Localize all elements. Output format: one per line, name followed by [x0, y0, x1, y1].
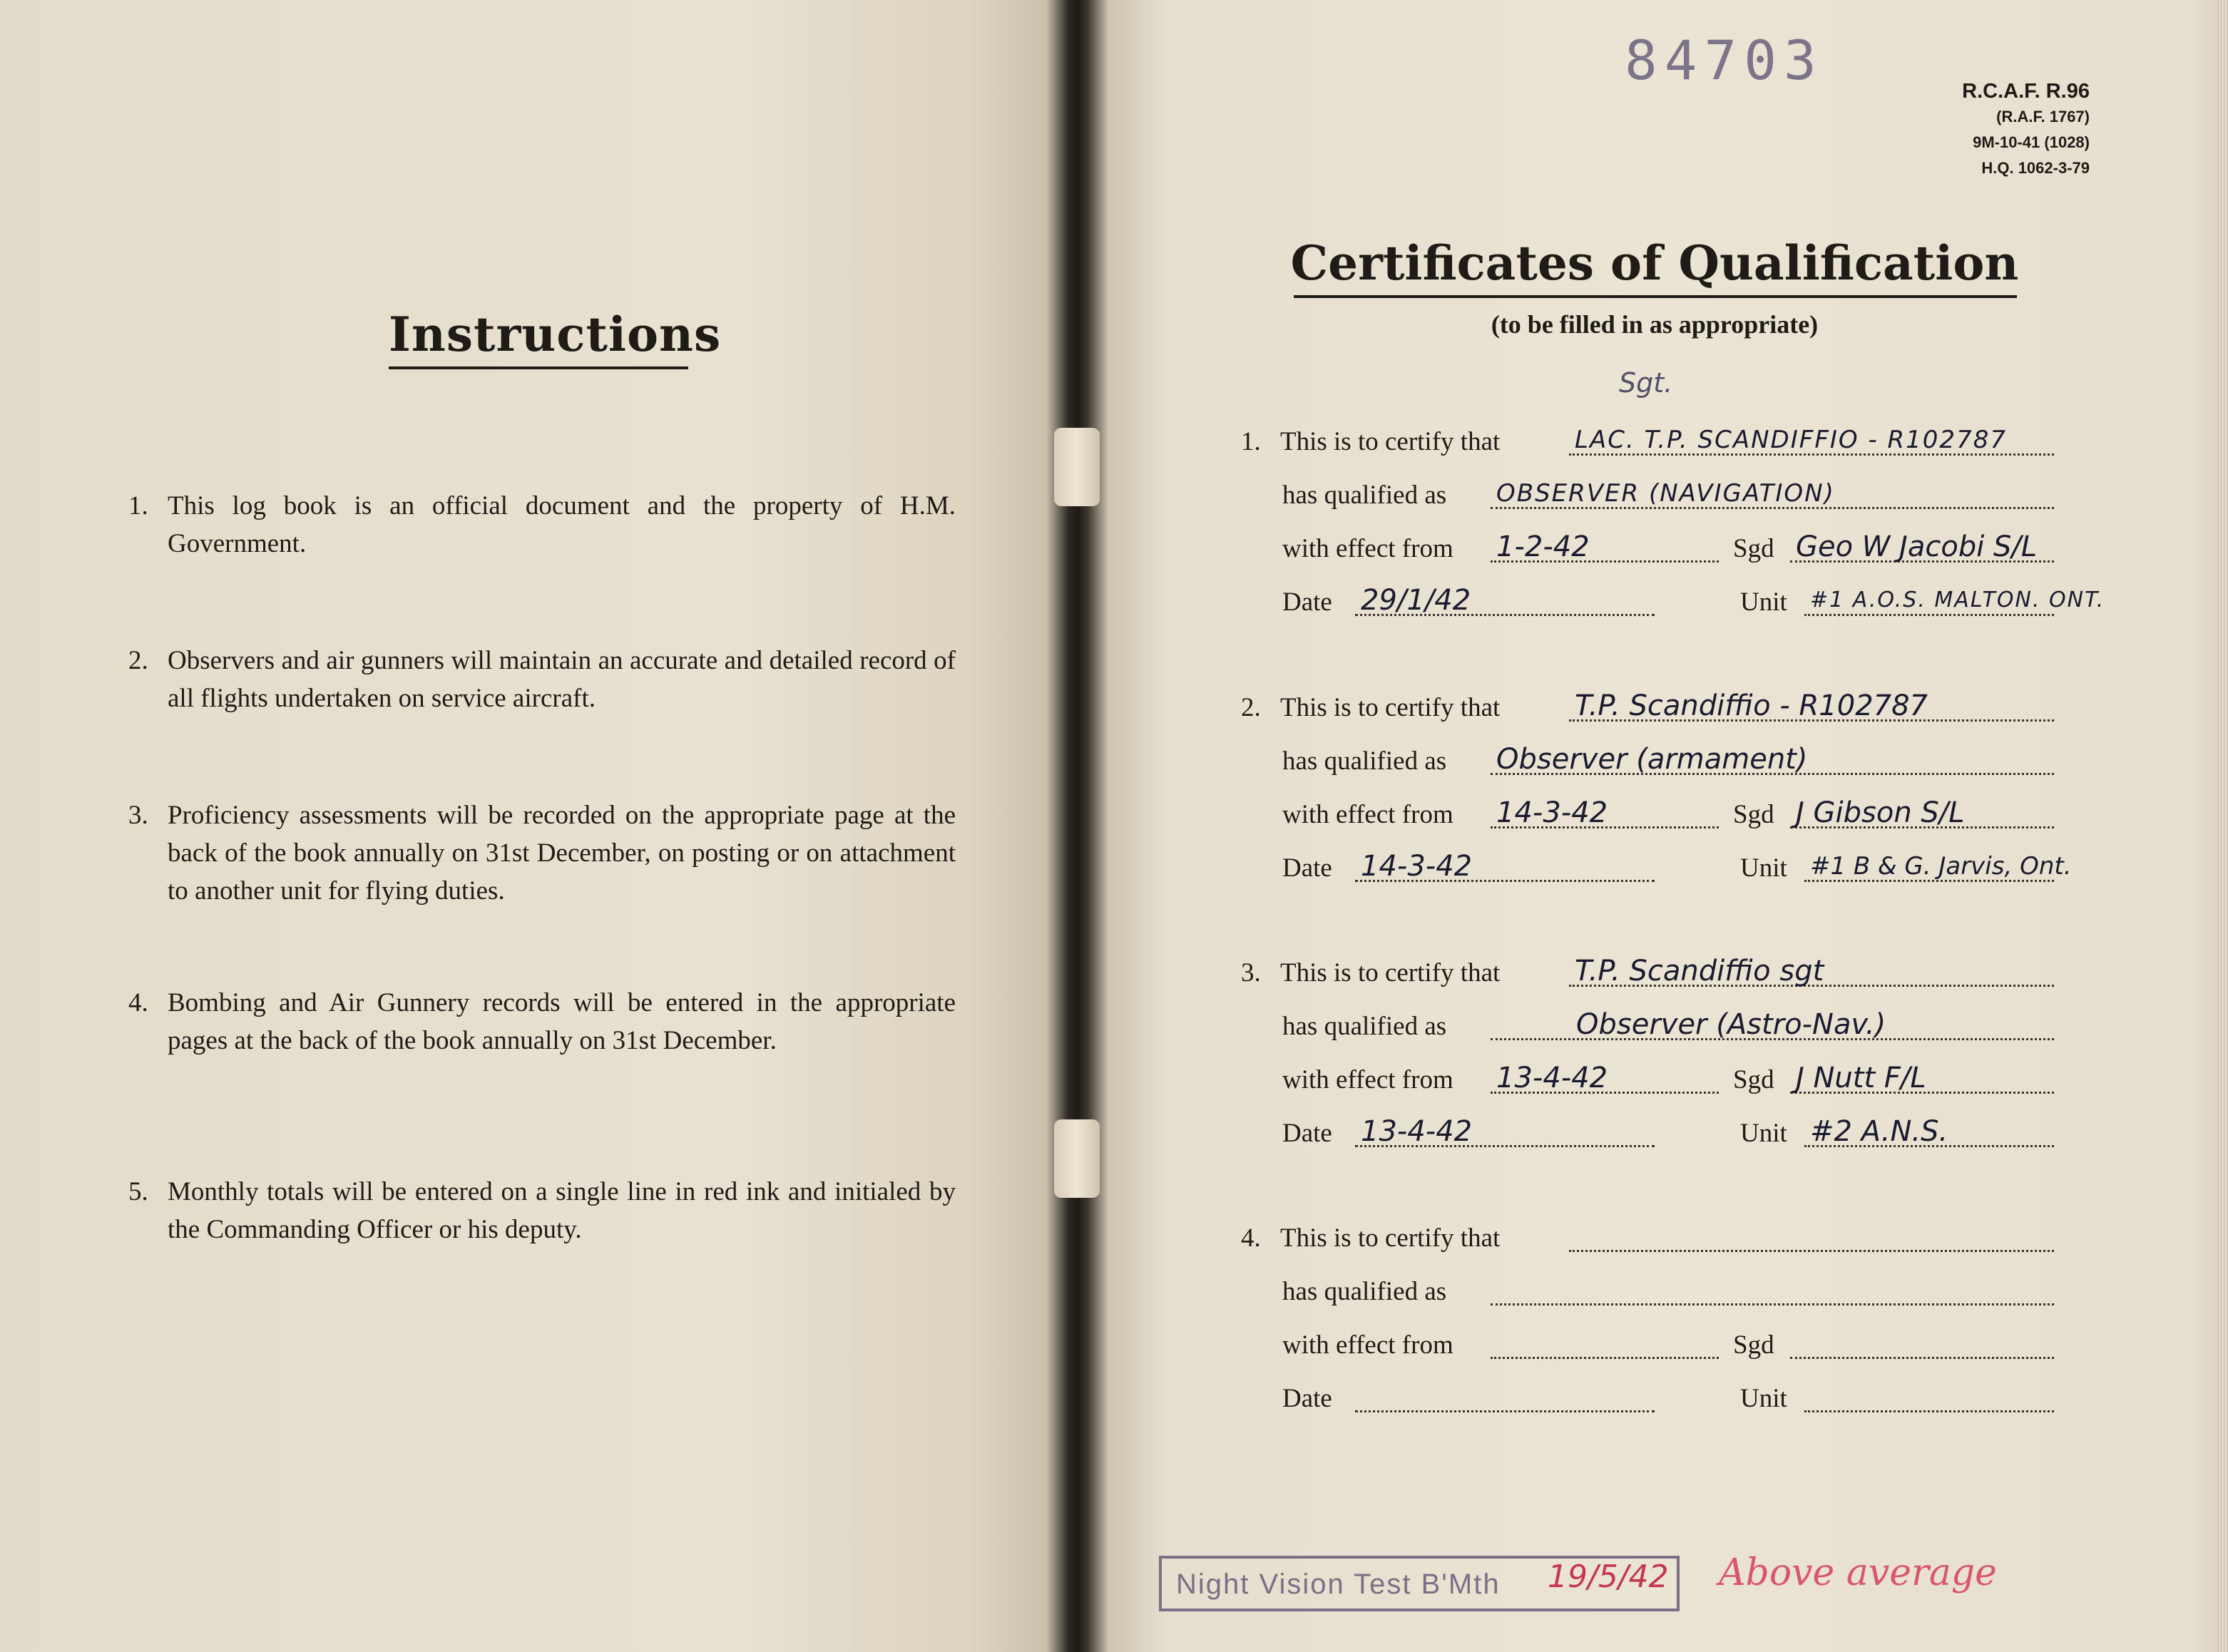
assessment-note: Above average — [1719, 1551, 1997, 1594]
handwritten-qualification: Observer (Astro-Nav.) — [1576, 1008, 1886, 1041]
certificate-1 — [1241, 367, 2105, 638]
sgd-label: Sgd — [1733, 534, 1774, 563]
name-field[interactable] — [1569, 1221, 2054, 1252]
qualified-field-wrap — [1491, 1009, 2054, 1045]
name-field[interactable] — [1569, 425, 2054, 456]
binding-stitch — [1054, 428, 1100, 506]
handwritten-signature: Geo W Jacobi S/L — [1796, 530, 2038, 563]
date-field-wrap — [1355, 585, 1655, 620]
date-label: Date — [1282, 588, 1332, 617]
unit-field[interactable] — [1804, 585, 2105, 616]
effect-field-wrap — [1491, 797, 1719, 833]
effect-label: with effect from — [1282, 1065, 1453, 1094]
name-field[interactable] — [1569, 956, 2054, 987]
certificates-subtitle: (to be filled in as appropriate) — [1491, 310, 1819, 339]
unit-field-wrap — [1804, 851, 2072, 886]
certificate-number: 1. — [1241, 427, 1261, 456]
handwritten-unit: #1 B & G. Jarvis, Ont. — [1810, 852, 2072, 881]
qualified-field-wrap — [1491, 478, 2054, 513]
instruction-number: 4. — [128, 988, 148, 1017]
certify-line — [1241, 1221, 1500, 1256]
qualified-field[interactable] — [1491, 1275, 2054, 1305]
unit-field-wrap — [1804, 1116, 2054, 1151]
certify-label: This is to certify that — [1280, 427, 1501, 456]
handwritten-effect-date: 13-4-42 — [1496, 1062, 1608, 1094]
instructions-title: Instructions — [389, 307, 722, 362]
name-field-wrap — [1569, 690, 2054, 726]
unit-label: Unit — [1740, 588, 1787, 617]
certify-label: This is to certify that — [1280, 958, 1501, 987]
sgd-label: Sgd — [1733, 800, 1774, 829]
effect-field[interactable] — [1491, 532, 1719, 563]
handwritten-name: T.P. Scandiffio sgt — [1575, 955, 1824, 987]
certify-label: This is to certify that — [1280, 1223, 1501, 1253]
date-field[interactable] — [1355, 1117, 1655, 1147]
sgd-field-wrap — [1790, 1062, 2054, 1098]
instruction-item — [128, 487, 956, 563]
instruction-number: 1. — [128, 491, 148, 520]
stamp-text: Night Vision Test B'Mth — [1176, 1569, 1501, 1600]
name-field-wrap — [1569, 955, 2054, 991]
date-field[interactable] — [1355, 585, 1655, 616]
form-code: (R.A.F. 1767) — [1996, 108, 2090, 125]
unit-field[interactable] — [1804, 851, 2072, 882]
certify-line — [1241, 424, 1500, 460]
date-field-wrap — [1355, 851, 1655, 886]
effect-label: with effect from — [1282, 534, 1453, 563]
effect-field[interactable] — [1491, 1063, 1719, 1094]
date-field[interactable] — [1355, 851, 1655, 882]
instruction-text: This log book is an official document and the property of H.M. Government. — [168, 491, 956, 558]
sgd-field-wrap — [1790, 797, 2054, 833]
name-field-wrap — [1569, 1221, 2054, 1256]
sgd-label: Sgd — [1733, 1330, 1774, 1360]
handwritten-signature: J Gibson S/L — [1796, 796, 1965, 829]
signature-field[interactable] — [1790, 1063, 2054, 1094]
qualified-field[interactable] — [1491, 744, 2054, 775]
instruction-item — [128, 642, 956, 717]
qualified-label: has qualified as — [1282, 747, 1447, 776]
signature-field[interactable] — [1790, 798, 2054, 828]
handwritten-name: LAC. T.P. SCANDIFFIO - R102787 — [1575, 426, 2007, 454]
date-field-wrap — [1355, 1116, 1655, 1151]
certificate-number: 3. — [1241, 958, 1261, 987]
certificate-number: 2. — [1241, 693, 1261, 722]
qualified-label: has qualified as — [1282, 1012, 1447, 1041]
unit-field[interactable] — [1804, 1382, 2054, 1412]
date-field[interactable] — [1355, 1382, 1655, 1412]
instruction-number: 2. — [128, 646, 148, 675]
qualified-field-wrap — [1491, 744, 2054, 779]
title-underline — [1294, 295, 2017, 298]
page-edges — [2218, 0, 2228, 1652]
effect-field[interactable] — [1491, 798, 1719, 828]
certificate-3 — [1241, 955, 2054, 1169]
signature-field[interactable] — [1790, 532, 2054, 563]
handwritten-date: 13-4-42 — [1361, 1115, 1473, 1148]
handwritten-date: 29/1/42 — [1361, 584, 1471, 617]
handwritten-effect-date: 1-2-42 — [1496, 530, 1590, 563]
unit-label: Unit — [1740, 1119, 1787, 1148]
certificates-title: Certificates of Qualification — [1290, 235, 2019, 291]
instruction-number: 5. — [128, 1177, 148, 1206]
stamp-date: 19/5/42 — [1548, 1559, 1669, 1595]
qualified-field[interactable] — [1491, 1010, 2054, 1040]
unit-field[interactable] — [1804, 1117, 2054, 1147]
date-field-wrap — [1355, 1381, 1655, 1417]
instruction-text: Proficiency assessments will be recorded on the appropriate page at the back of the book annually on 31st December, on posting or on attachment to another unit for flying duties. — [168, 801, 956, 905]
effect-field-wrap — [1491, 531, 1719, 567]
qualified-label: has qualified as — [1282, 1277, 1447, 1306]
instruction-text: Bombing and Air Gunnery records will be entered in the appropriate pages at the back of the book annually on 31st December. — [168, 988, 956, 1055]
effect-label: with effect from — [1282, 1330, 1453, 1360]
binding-stitch — [1054, 1119, 1100, 1198]
handwritten-qualification: OBSERVER (NAVIGATION) — [1496, 479, 1835, 508]
name-field[interactable] — [1569, 691, 2054, 722]
instruction-item — [128, 796, 956, 910]
handwritten-date: 14-3-42 — [1361, 850, 1473, 883]
sgd-label: Sgd — [1733, 1065, 1774, 1094]
instruction-number: 3. — [128, 801, 148, 830]
handwritten-unit: #1 A.O.S. MALTON. ONT. — [1810, 588, 2105, 612]
handwritten-rank: Sgt. — [1619, 367, 1673, 399]
certificate-2 — [1241, 689, 2072, 904]
instruction-text: Observers and air gunners will maintain an accurate and detailed record of all flights undertaken on service aircraft. — [168, 646, 956, 713]
qualified-label: has qualified as — [1282, 481, 1447, 510]
date-label: Date — [1282, 1119, 1332, 1148]
qualified-field-wrap — [1491, 1274, 2054, 1310]
sgd-field-wrap — [1790, 531, 2054, 567]
unit-field-wrap — [1804, 1381, 2054, 1417]
form-code: 9M-10-41 (1028) — [1973, 133, 2090, 151]
certify-line — [1241, 955, 1500, 991]
unit-label: Unit — [1740, 1384, 1787, 1413]
instruction-item — [128, 984, 956, 1060]
effect-label: with effect from — [1282, 800, 1453, 829]
handwritten-qualification: Observer (armament) — [1496, 743, 1808, 776]
unit-label: Unit — [1740, 853, 1787, 883]
form-codes — [1883, 78, 2090, 181]
qualified-field[interactable] — [1491, 478, 2054, 509]
signature-field[interactable] — [1790, 1328, 2054, 1359]
book-spine — [1046, 0, 1110, 1652]
certify-label: This is to certify that — [1280, 693, 1501, 722]
effect-field-wrap — [1491, 1062, 1719, 1098]
title-underline — [389, 366, 688, 369]
form-code: H.Q. 1062-3-79 — [1981, 159, 2090, 177]
form-code: R.C.A.F. R.96 — [1962, 80, 2090, 103]
effect-field[interactable] — [1491, 1328, 1719, 1359]
handwritten-unit: #2 A.N.S. — [1810, 1115, 1948, 1148]
date-label: Date — [1282, 853, 1332, 883]
unit-field-wrap — [1804, 585, 2105, 620]
instruction-item — [128, 1173, 956, 1248]
serial-number: 84703 — [1625, 29, 1824, 92]
certify-line — [1241, 690, 1500, 726]
handwritten-signature: J Nutt F/L — [1796, 1062, 1926, 1094]
handwritten-effect-date: 14-3-42 — [1496, 796, 1608, 829]
name-field-wrap — [1569, 424, 2054, 460]
certificate-4 — [1241, 1221, 2054, 1435]
effect-field-wrap — [1491, 1328, 1719, 1363]
date-label: Date — [1282, 1384, 1332, 1413]
instruction-text: Monthly totals will be entered on a single line in red ink and initialed by the Commanding Officer or his deputy. — [168, 1177, 956, 1244]
certificate-number: 4. — [1241, 1223, 1261, 1253]
sgd-field-wrap — [1790, 1328, 2054, 1363]
handwritten-name: T.P. Scandiffio - R102787 — [1575, 689, 1928, 722]
